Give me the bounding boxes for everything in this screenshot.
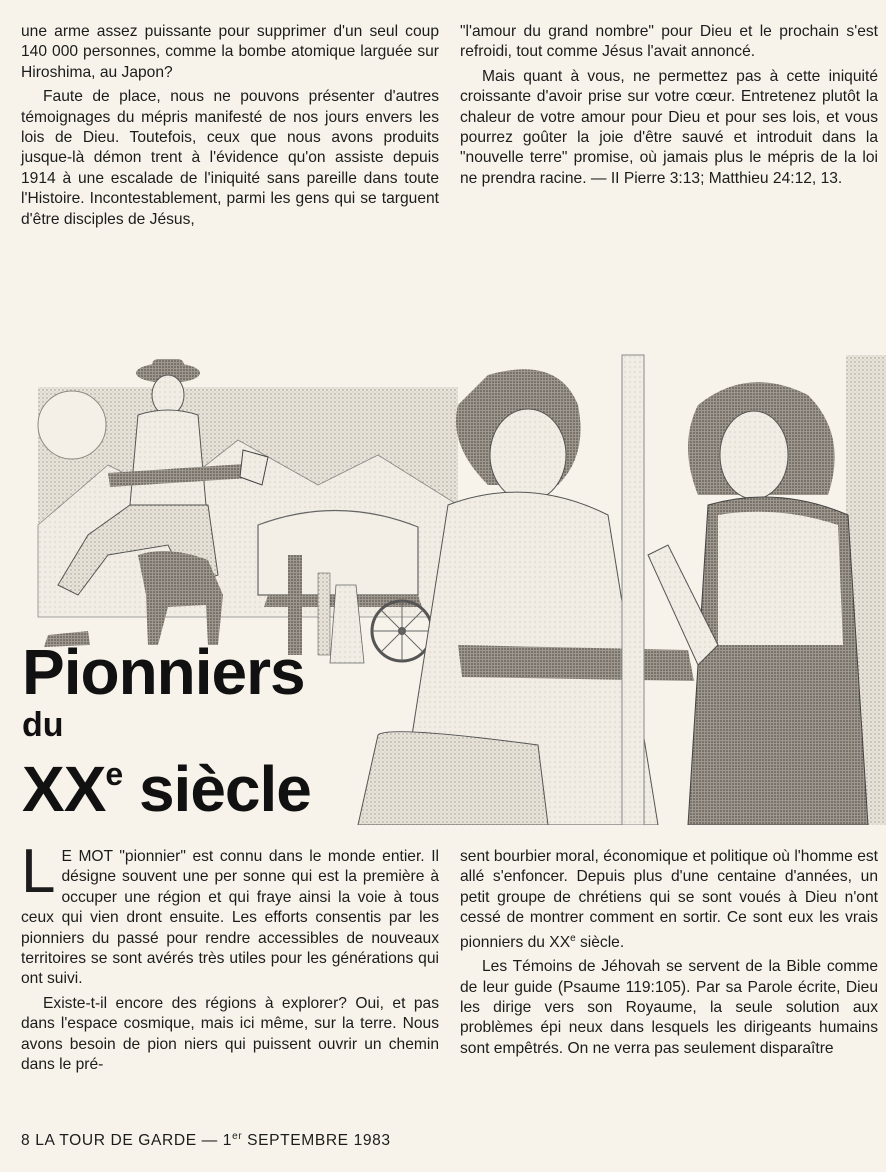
headline-line-2: du bbox=[22, 706, 64, 744]
paragraph bbox=[460, 847, 878, 953]
headline-line-3 bbox=[22, 742, 311, 825]
article-left-column bbox=[21, 837, 439, 1075]
open-book bbox=[458, 645, 694, 681]
paragraph: Faute de place, nous ne pouvons présenter d'autres témoignages du mépris manifesté de nos jours envers les lois de Dieu. Toutefois, ceux que nous avons produits jusque-là démon trent à l'évidence qu'on assiste depuis 1914 à une escalade de l'iniquité sans pareille dans toute l'Histoire. Incontestablement, parmi les gens qui se targuent d'être disciples de Jésus, bbox=[21, 88, 439, 228]
paragraph-text: sent bourbier moral, économique et politique où l'homme est allé s'enfoncer. Depuis plus d'une centaine d'années, un petit groupe de chrétiens qui se sont voués à Dieu n'ont cessé de montrer comment en sortir. Ce sont eux les vrais pionniers du XX bbox=[460, 848, 878, 951]
woman-at-door bbox=[648, 382, 868, 825]
drop-cap: L bbox=[21, 837, 56, 906]
article-right-column bbox=[460, 847, 878, 1059]
footer-superscript: er bbox=[232, 1131, 243, 1142]
article-headline bbox=[22, 636, 311, 825]
page-footer bbox=[21, 1131, 391, 1150]
paragraph: "l'amour du grand nombre" pour Dieu et le prochain s'est refroidi, tout comme Jésus l'avait annoncé. bbox=[460, 23, 878, 61]
headline-superscript: e bbox=[105, 756, 123, 792]
paragraph: Les Témoins de Jéhovah se servent de la Bible comme de leur guide (Psaume 119:105). Par sa Parole écrite, Dieu les dirige vers son Royaume, la seule solution aux problèmes épi neux dans lesquels les dirigeants humains sont empêtrés. On ne verra pas seulement disparaître bbox=[460, 958, 878, 1057]
top-right-column bbox=[460, 22, 878, 189]
paragraph: une arme assez puissante pour supprimer d'un seul coup 140 000 personnes, comme la bombe atomique larguée sur Hiroshima, au Japon? bbox=[21, 23, 439, 81]
paragraph bbox=[21, 837, 439, 990]
paragraph: Existe-t-il encore des régions à explorer? Oui, et pas dans l'espace cosmique, mais ici même, sur la terre. Nous avons besoin de pion niers qui puissent ouvrir un chemin dans le pré- bbox=[21, 994, 439, 1074]
footer-prefix: 8 LA TOUR DE GARDE — 1 bbox=[21, 1132, 233, 1150]
sun bbox=[38, 391, 106, 459]
footer-suffix: SEPTEMBRE 1983 bbox=[242, 1132, 391, 1150]
top-left-column bbox=[21, 22, 439, 230]
paragraph: Mais quant à vous, ne permettez pas à cette iniquité croissante d'avoir prise sur votre cœur. Entretenez plutôt la chaleur de votre amour pour Dieu et pour ses lois, et vous pourrez goûter la joie d'être sauvé et introduit dans la "nouvelle terre" promise, où jamais plus le mépris de la loi ne prendra racine. — II Pierre 3:13; Matthieu 24:12, 13. bbox=[460, 67, 878, 187]
headline-roman-numeral: XX bbox=[22, 753, 106, 825]
headline-century: siècle bbox=[122, 753, 311, 825]
superscript: e bbox=[570, 932, 576, 944]
headline-line-1: Pionniers bbox=[22, 636, 305, 708]
paragraph-text: E MOT "pionnier" est connu dans le monde entier. Il désigne souvent une per sonne qui est la première à occuper une région et qui fraye ainsi la voie à tous ceux qui vien dront ensuite. Les efforts consentis par les pionniers du passé pour rendre accessibles de nouveaux territoires se sont avérés très utiles pour les générations qui ont suivi. bbox=[21, 848, 439, 988]
door-frame bbox=[622, 355, 644, 825]
paragraph-text-end: siècle. bbox=[575, 933, 625, 951]
